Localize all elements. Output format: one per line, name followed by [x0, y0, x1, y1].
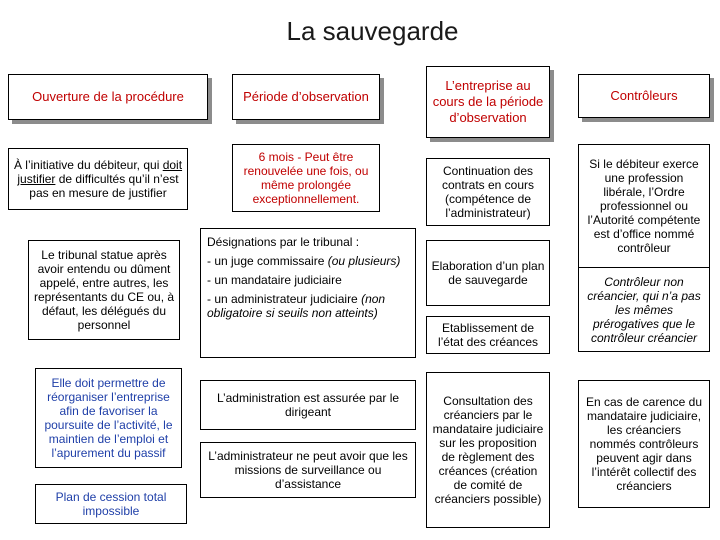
- header-entreprise-observation-label: L’entreprise au cours de la période d’observation: [432, 78, 544, 125]
- header-periode-observation-label: Période d’observation: [243, 89, 369, 104]
- box-plan-cession-text: Plan de cession total impossible: [55, 490, 167, 518]
- box-initiative-debiteur: [8, 148, 188, 210]
- box-duree-periode: [232, 144, 380, 212]
- box-controleur-non-creancier-text: Contrôleur non créancier, qui n’a pas les mêmes prérogatives que le contrôleur créancier: [587, 274, 701, 345]
- header-ouverture-label: Ouverture de la procédure: [32, 89, 184, 104]
- initiative-text-post: de difficultés qu’il n’est pas en mesure de justifier: [29, 172, 179, 200]
- box-missions-administrateur: [200, 442, 416, 498]
- box-consultation-creanciers: [426, 372, 550, 528]
- header-entreprise-observation: [426, 66, 550, 138]
- box-plan-sauvegarde: [426, 240, 550, 306]
- box-etat-creances: [426, 316, 550, 354]
- page-title: La sauvegarde: [286, 16, 459, 46]
- designation-administrateur: [207, 292, 409, 320]
- box-objectif-reorganisation-text: Elle doit permettre de réorganiser l’entreprise afin de favoriser la poursuite de l’activité, le maintien de l’emploi et l’apurement du passif: [44, 376, 173, 460]
- box-controleur-profession-liberale-text: Si le débiteur exerce une profession libérale, l’Ordre professionnel ou l’Autorité compétente est d’office nommé contrôleur: [587, 157, 701, 255]
- box-administration-dirigeant: [200, 380, 416, 430]
- box-plan-cession: [35, 484, 187, 524]
- designation-juge-note: (ou plusieurs): [327, 254, 401, 268]
- box-objectif-reorganisation: [35, 368, 182, 468]
- designation-juge-commissaire: [207, 254, 400, 268]
- box-carence-mandataire: [578, 380, 710, 508]
- designation-administrateur-text: - un administrateur judiciaire: [207, 292, 358, 306]
- box-controleur-non-creancier: [578, 268, 710, 352]
- box-tribunal-statue-text: Le tribunal statue après avoir entendu ou dûment appelé, entre autres, les représentants du CE ou, à défaut, les délégués du personnel: [33, 248, 175, 332]
- box-initiative-debiteur-text: [13, 158, 183, 200]
- box-duree-periode-text: 6 mois - Peut être renouvelée une fois, ou même prolongée exceptionnellement.: [243, 150, 369, 206]
- header-controleurs: [578, 74, 710, 118]
- header-ouverture: [8, 74, 208, 120]
- designations-intro: Désignations par le tribunal :: [207, 235, 360, 249]
- box-continuation-contrats: [426, 158, 550, 226]
- box-tribunal-statue: [28, 240, 180, 340]
- box-consultation-creanciers-text: Consultation des créanciers par le mandataire judiciaire sur les proposition de règlement des créances (création de comité de créanciers possible): [432, 394, 544, 506]
- box-designations-tribunal: [200, 228, 416, 358]
- header-controleurs-label: Contrôleurs: [610, 88, 678, 103]
- initiative-text-underlined: doit justifier: [17, 158, 183, 186]
- initiative-text-pre: À l’initiative du débiteur, qui: [13, 158, 163, 172]
- box-controleur-profession-liberale: [578, 144, 710, 268]
- designation-administrateur-note: (non obligatoire si seuils non atteints): [207, 292, 386, 320]
- designation-juge-text: - un juge commissaire: [207, 254, 325, 268]
- box-plan-sauvegarde-text: Elaboration d’un plan de sauvegarde: [431, 259, 545, 287]
- box-missions-administrateur-text: L’administrateur ne peut avoir que les missions de surveillance ou d’assistance: [208, 449, 408, 491]
- header-periode-observation: [232, 74, 380, 120]
- box-etat-creances-text: Etablissement de l’état des créances: [437, 321, 539, 349]
- box-carence-mandataire-text: En cas de carence du mandataire judiciaire, les créanciers nommés contrôleurs peuvent agir dans l’intérêt collectif des créanciers: [585, 395, 703, 493]
- box-continuation-contrats-text: Continuation des contrats en cours (compétence de l’administrateur): [441, 164, 535, 220]
- box-administration-dirigeant-text: L’administration est assurée par le dirigeant: [216, 391, 400, 419]
- designation-mandataire: - un mandataire judiciaire: [207, 273, 342, 287]
